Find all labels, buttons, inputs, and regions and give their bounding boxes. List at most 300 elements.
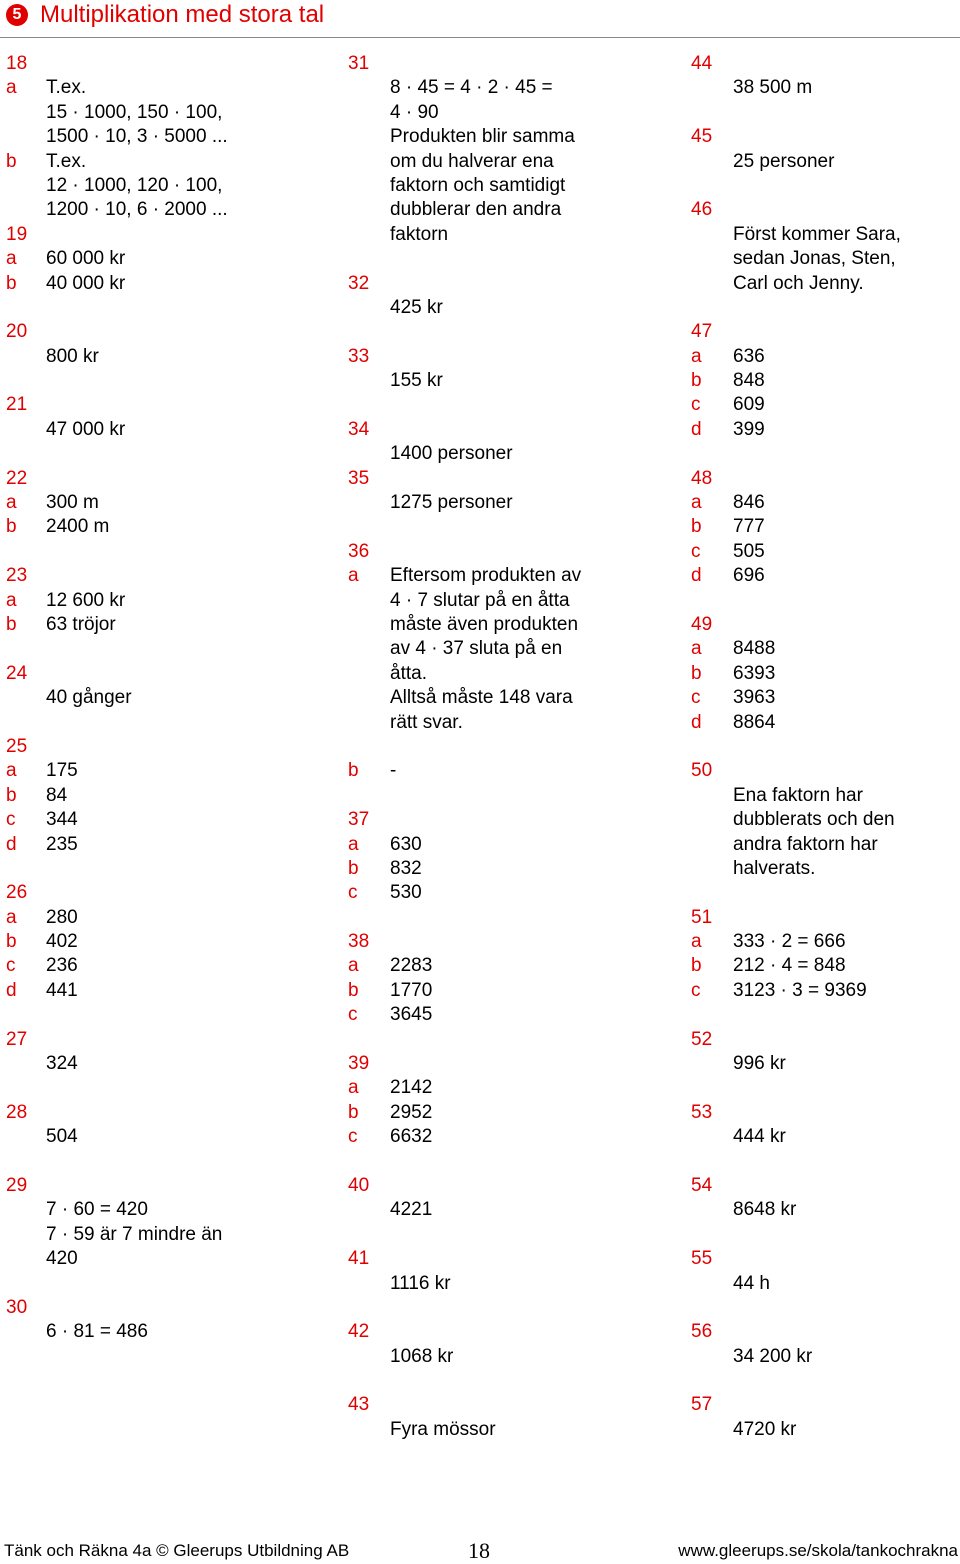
answer-line bbox=[691, 515, 960, 539]
answer-text: andra faktorn har bbox=[733, 833, 878, 855]
answer-line bbox=[6, 1296, 336, 1320]
answer-line bbox=[691, 345, 960, 369]
answer-line bbox=[348, 662, 678, 686]
sub-question-label: c bbox=[6, 809, 16, 831]
answer-text: 3645 bbox=[390, 1004, 433, 1026]
answer-line bbox=[348, 564, 678, 588]
answer-line bbox=[691, 1345, 960, 1369]
exercise-number: 26 bbox=[6, 882, 28, 904]
answer-text: 236 bbox=[46, 955, 78, 977]
answer-line bbox=[348, 906, 678, 930]
exercise-number: 25 bbox=[6, 735, 28, 757]
answer-text: faktorn bbox=[390, 223, 449, 245]
answer-text: Först kommer Sara, bbox=[733, 223, 901, 245]
sub-question-label: d bbox=[6, 833, 17, 855]
answer-line bbox=[348, 320, 678, 344]
answer-line bbox=[691, 1198, 960, 1222]
answer-line bbox=[348, 1369, 678, 1393]
sub-question-label: a bbox=[691, 345, 702, 367]
sub-question-label: a bbox=[348, 1077, 359, 1099]
exercise-number: 51 bbox=[691, 906, 713, 928]
answer-text: 175 bbox=[46, 760, 78, 782]
answer-text: 333 · 2 = 666 bbox=[733, 931, 846, 953]
answer-text: 324 bbox=[46, 1053, 78, 1075]
answer-text: 4 · 90 bbox=[390, 101, 439, 123]
sub-question-label: b bbox=[691, 516, 702, 538]
answer-text: Carl och Jenny. bbox=[733, 272, 864, 294]
answer-text: 155 kr bbox=[390, 370, 443, 392]
answer-line bbox=[691, 52, 960, 76]
answer-text: 7 · 59 är 7 mindre än bbox=[46, 1223, 223, 1245]
answer-line bbox=[348, 1076, 678, 1100]
answer-text: Ena faktorn har bbox=[733, 784, 863, 806]
answer-column-1 bbox=[6, 52, 336, 1345]
answer-line bbox=[6, 272, 336, 296]
answer-text: T.ex. bbox=[46, 77, 87, 99]
exercise-number: 40 bbox=[348, 1174, 370, 1196]
exercise-number: 47 bbox=[691, 321, 713, 343]
answer-column-2 bbox=[348, 52, 678, 1442]
sub-question-label: b bbox=[348, 979, 359, 1001]
answer-line bbox=[348, 1296, 678, 1320]
answer-line bbox=[6, 1125, 336, 1149]
header-divider bbox=[0, 37, 960, 38]
sub-question-label: c bbox=[691, 979, 701, 1001]
exercise-number: 39 bbox=[348, 1053, 370, 1075]
answer-line bbox=[691, 296, 960, 320]
answer-line bbox=[6, 247, 336, 271]
answer-line bbox=[348, 1101, 678, 1125]
footer-page-number: 18 bbox=[468, 1538, 490, 1563]
answer-line bbox=[6, 174, 336, 198]
answer-line bbox=[691, 930, 960, 954]
answer-text: Fyra mössor bbox=[390, 1418, 496, 1440]
answer-text: 4 · 7 slutar på en åtta bbox=[390, 589, 570, 611]
answer-line bbox=[691, 564, 960, 588]
answer-line bbox=[348, 1003, 678, 1027]
answer-line bbox=[6, 808, 336, 832]
answer-line bbox=[6, 979, 336, 1003]
sub-question-label: c bbox=[691, 394, 701, 416]
answer-text: 848 bbox=[733, 370, 765, 392]
answer-line bbox=[6, 589, 336, 613]
answer-text: 40 000 kr bbox=[46, 272, 126, 294]
answer-text: 425 kr bbox=[390, 296, 443, 318]
answer-line bbox=[691, 150, 960, 174]
answer-line bbox=[348, 369, 678, 393]
answer-text: 1116 kr bbox=[390, 1272, 451, 1294]
answer-line bbox=[6, 881, 336, 905]
exercise-number: 22 bbox=[6, 467, 28, 489]
answer-line bbox=[348, 1418, 678, 1442]
answer-text: 40 gånger bbox=[46, 687, 132, 709]
answer-line bbox=[6, 759, 336, 783]
answer-line bbox=[6, 150, 336, 174]
answer-text: 420 bbox=[46, 1248, 78, 1270]
answer-line bbox=[6, 637, 336, 661]
answer-line bbox=[691, 1223, 960, 1247]
answer-line bbox=[6, 540, 336, 564]
answer-line bbox=[348, 442, 678, 466]
exercise-number: 33 bbox=[348, 345, 370, 367]
answer-line bbox=[691, 320, 960, 344]
answer-line bbox=[6, 1272, 336, 1296]
answer-text: 12 600 kr bbox=[46, 589, 126, 611]
sub-question-label: b bbox=[691, 955, 702, 977]
answer-line bbox=[348, 174, 678, 198]
answer-text: 44 h bbox=[733, 1272, 770, 1294]
exercise-number: 23 bbox=[6, 565, 28, 587]
answer-line bbox=[691, 1393, 960, 1417]
answer-line bbox=[6, 515, 336, 539]
answer-text: 1500 · 10, 3 · 5000 ... bbox=[46, 126, 228, 148]
answer-line bbox=[6, 125, 336, 149]
answer-text: 235 bbox=[46, 833, 78, 855]
sub-question-label: a bbox=[6, 77, 17, 99]
answer-line bbox=[691, 1272, 960, 1296]
answer-line bbox=[6, 1320, 336, 1344]
answer-line bbox=[6, 369, 336, 393]
answer-line bbox=[6, 198, 336, 222]
answer-line bbox=[348, 52, 678, 76]
answer-line bbox=[691, 711, 960, 735]
answer-line bbox=[348, 759, 678, 783]
answer-line bbox=[691, 686, 960, 710]
exercise-number: 42 bbox=[348, 1321, 370, 1343]
answer-line bbox=[691, 833, 960, 857]
answer-line bbox=[691, 906, 960, 930]
answer-line bbox=[691, 223, 960, 247]
answer-line bbox=[348, 101, 678, 125]
answer-line bbox=[6, 564, 336, 588]
answer-line bbox=[348, 711, 678, 735]
answer-text: 1275 personer bbox=[390, 492, 513, 514]
sub-question-label: a bbox=[348, 833, 359, 855]
sub-question-label: c bbox=[348, 882, 358, 904]
answer-line bbox=[6, 1174, 336, 1198]
answer-text: 530 bbox=[390, 882, 422, 904]
answer-text: 38 500 m bbox=[733, 77, 813, 99]
answer-line bbox=[691, 979, 960, 1003]
exercise-number: 46 bbox=[691, 199, 713, 221]
answer-line bbox=[691, 1296, 960, 1320]
answer-line bbox=[691, 442, 960, 466]
answer-text: 402 bbox=[46, 931, 78, 953]
answer-line bbox=[6, 442, 336, 466]
answer-line bbox=[691, 1369, 960, 1393]
answer-text: 3123 · 3 = 9369 bbox=[733, 979, 867, 1001]
answer-line bbox=[348, 393, 678, 417]
answer-line bbox=[691, 76, 960, 100]
answer-text: dubblerar den andra bbox=[390, 199, 562, 221]
exercise-number: 30 bbox=[6, 1296, 28, 1318]
answer-line bbox=[691, 125, 960, 149]
answer-line bbox=[691, 857, 960, 881]
answer-text: 63 tröjor bbox=[46, 613, 116, 635]
answer-text: 2400 m bbox=[46, 516, 110, 538]
answer-line bbox=[348, 954, 678, 978]
answer-line bbox=[691, 1320, 960, 1344]
answer-line bbox=[691, 1003, 960, 1027]
answer-line bbox=[348, 467, 678, 491]
answer-line bbox=[6, 393, 336, 417]
answer-line bbox=[691, 467, 960, 491]
sub-question-label: c bbox=[348, 1004, 358, 1026]
answer-text: 609 bbox=[733, 394, 765, 416]
answer-line bbox=[348, 296, 678, 320]
answer-text: 6 · 81 = 486 bbox=[46, 1321, 148, 1343]
answer-text: om du halverar ena bbox=[390, 150, 554, 172]
exercise-number: 54 bbox=[691, 1174, 713, 1196]
sub-question-label: a bbox=[6, 760, 17, 782]
answer-line bbox=[691, 735, 960, 759]
answer-text: 3963 bbox=[733, 687, 776, 709]
answer-line bbox=[691, 1076, 960, 1100]
answer-line bbox=[691, 272, 960, 296]
answer-line bbox=[6, 1247, 336, 1271]
answer-line bbox=[348, 1028, 678, 1052]
sub-question-label: b bbox=[348, 1101, 359, 1123]
answer-line bbox=[6, 467, 336, 491]
answer-text: 1400 personer bbox=[390, 443, 513, 465]
answer-text: 6393 bbox=[733, 662, 776, 684]
answer-line bbox=[6, 954, 336, 978]
answer-line bbox=[691, 491, 960, 515]
answer-line bbox=[691, 1150, 960, 1174]
answer-line bbox=[691, 784, 960, 808]
footer-url: www.gleerups.se/skola/tankochrakna bbox=[678, 1541, 958, 1560]
exercise-number: 53 bbox=[691, 1101, 713, 1123]
answer-line bbox=[691, 1418, 960, 1442]
answer-line bbox=[6, 735, 336, 759]
answer-line bbox=[691, 418, 960, 442]
answer-line bbox=[348, 198, 678, 222]
answer-text: 636 bbox=[733, 345, 765, 367]
answer-text: 280 bbox=[46, 906, 78, 928]
sub-question-label: b bbox=[6, 516, 17, 538]
answer-line bbox=[6, 491, 336, 515]
exercise-number: 18 bbox=[6, 53, 28, 74]
answer-line bbox=[348, 515, 678, 539]
page-title: Multiplikation med stora tal bbox=[40, 1, 325, 28]
answer-text: rätt svar. bbox=[390, 711, 463, 733]
answer-text: 344 bbox=[46, 809, 78, 831]
sub-question-label: b bbox=[348, 760, 359, 782]
answer-line bbox=[6, 223, 336, 247]
sub-question-label: b bbox=[6, 613, 17, 635]
answer-text: faktorn och samtidigt bbox=[390, 174, 566, 196]
answer-line bbox=[691, 1247, 960, 1271]
answer-line bbox=[348, 272, 678, 296]
answer-text: halverats. bbox=[733, 857, 816, 879]
sub-question-label: d bbox=[6, 979, 17, 1001]
answer-text: Eftersom produkten av bbox=[390, 565, 582, 587]
exercise-number: 34 bbox=[348, 418, 370, 440]
answer-text: 399 bbox=[733, 418, 765, 440]
answer-text: 4221 bbox=[390, 1199, 433, 1221]
answer-text: 8648 kr bbox=[733, 1199, 797, 1221]
answer-line bbox=[691, 637, 960, 661]
answer-line bbox=[348, 1272, 678, 1296]
sub-question-label: d bbox=[691, 711, 702, 733]
exercise-number: 27 bbox=[6, 1028, 28, 1050]
answer-line bbox=[348, 223, 678, 247]
answer-line bbox=[6, 784, 336, 808]
answer-text: åtta. bbox=[390, 662, 427, 684]
answer-line bbox=[6, 930, 336, 954]
exercise-number: 35 bbox=[348, 467, 370, 489]
answer-line bbox=[348, 637, 678, 661]
exercise-number: 50 bbox=[691, 760, 713, 782]
exercise-number: 49 bbox=[691, 613, 713, 635]
answer-line bbox=[6, 1101, 336, 1125]
section-header bbox=[6, 0, 324, 30]
answer-line bbox=[691, 1052, 960, 1076]
exercise-number: 20 bbox=[6, 321, 28, 343]
answer-line bbox=[6, 1076, 336, 1100]
sub-question-label: a bbox=[691, 931, 702, 953]
footer-publisher: Tänk och Räkna 4a © Gleerups Utbildning AB bbox=[4, 1541, 350, 1560]
answer-line bbox=[691, 1125, 960, 1149]
sub-question-label: a bbox=[6, 492, 17, 514]
answer-line bbox=[348, 1320, 678, 1344]
exercise-number: 36 bbox=[348, 540, 370, 562]
exercise-number: 31 bbox=[348, 53, 370, 74]
answer-text: 8488 bbox=[733, 638, 776, 660]
answer-text: 777 bbox=[733, 516, 765, 538]
sub-question-label: b bbox=[6, 931, 17, 953]
exercise-number: 44 bbox=[691, 53, 713, 74]
exercise-number: 28 bbox=[6, 1101, 28, 1123]
answer-text: 1068 kr bbox=[390, 1345, 454, 1367]
answer-text: Alltså måste 148 vara bbox=[390, 687, 573, 709]
answer-text: 60 000 kr bbox=[46, 248, 126, 270]
answer-line bbox=[348, 930, 678, 954]
answer-line bbox=[691, 369, 960, 393]
answer-text: T.ex. bbox=[46, 150, 87, 172]
answer-line bbox=[6, 1223, 336, 1247]
sub-question-label: c bbox=[691, 540, 701, 562]
answer-line bbox=[691, 198, 960, 222]
answer-line bbox=[348, 76, 678, 100]
answer-line bbox=[348, 1125, 678, 1149]
sub-question-label: b bbox=[6, 272, 17, 294]
answer-text: av 4 · 37 sluta på en bbox=[390, 638, 563, 660]
sub-question-label: a bbox=[691, 492, 702, 514]
exercise-number: 19 bbox=[6, 223, 28, 245]
sub-question-label: c bbox=[6, 955, 16, 977]
exercise-number: 32 bbox=[348, 272, 370, 294]
answer-line bbox=[691, 393, 960, 417]
answer-line bbox=[348, 1223, 678, 1247]
exercise-number: 37 bbox=[348, 809, 370, 831]
answer-text: 2142 bbox=[390, 1077, 433, 1099]
answer-text: 444 kr bbox=[733, 1126, 786, 1148]
sub-question-label: a bbox=[691, 638, 702, 660]
answer-line bbox=[6, 418, 336, 442]
sub-question-label: c bbox=[348, 1126, 358, 1148]
answer-line bbox=[6, 1003, 336, 1027]
answer-text: 504 bbox=[46, 1126, 78, 1148]
sub-question-label: b bbox=[691, 662, 702, 684]
answer-line bbox=[348, 833, 678, 857]
answer-column-3 bbox=[691, 52, 960, 1442]
answer-text: 47 000 kr bbox=[46, 418, 126, 440]
sub-question-label: a bbox=[6, 589, 17, 611]
answer-line bbox=[348, 857, 678, 881]
answer-line bbox=[691, 589, 960, 613]
answer-line bbox=[6, 906, 336, 930]
answer-text: 800 kr bbox=[46, 345, 99, 367]
answer-line bbox=[348, 247, 678, 271]
sub-question-label: a bbox=[6, 906, 17, 928]
answer-text: 84 bbox=[46, 784, 68, 806]
answer-line bbox=[348, 1345, 678, 1369]
answer-text: 441 bbox=[46, 979, 78, 1001]
answer-text: 696 bbox=[733, 565, 765, 587]
answer-text: 4720 kr bbox=[733, 1418, 797, 1440]
answer-line bbox=[348, 540, 678, 564]
answer-line bbox=[691, 540, 960, 564]
answer-line bbox=[348, 1247, 678, 1271]
answer-line bbox=[6, 101, 336, 125]
sub-question-label: d bbox=[691, 418, 702, 440]
sub-question-label: a bbox=[348, 565, 359, 587]
answer-line bbox=[6, 857, 336, 881]
answer-line bbox=[691, 1101, 960, 1125]
answer-text: 846 bbox=[733, 492, 765, 514]
exercise-number: 38 bbox=[348, 931, 370, 953]
answer-line bbox=[348, 1052, 678, 1076]
answer-line bbox=[6, 1150, 336, 1174]
answer-line bbox=[348, 1150, 678, 1174]
answer-text: 25 personer bbox=[733, 150, 835, 172]
answer-text: 8 · 45 = 4 · 2 · 45 = bbox=[390, 77, 553, 99]
exercise-number: 55 bbox=[691, 1248, 713, 1270]
answer-line bbox=[691, 247, 960, 271]
answer-text: 1200 · 10, 6 · 2000 ... bbox=[46, 199, 228, 221]
answer-line bbox=[6, 613, 336, 637]
exercise-number: 45 bbox=[691, 126, 713, 148]
answer-line bbox=[691, 881, 960, 905]
answer-line bbox=[348, 784, 678, 808]
answer-line bbox=[348, 1198, 678, 1222]
exercise-number: 41 bbox=[348, 1248, 370, 1270]
answer-text: 2952 bbox=[390, 1101, 433, 1123]
answer-line bbox=[348, 1393, 678, 1417]
answer-text: 1770 bbox=[390, 979, 433, 1001]
exercise-number: 24 bbox=[6, 662, 28, 684]
answer-text: 7 · 60 = 420 bbox=[46, 1199, 148, 1221]
sub-question-label: b bbox=[348, 857, 359, 879]
answer-line bbox=[348, 1174, 678, 1198]
answer-line bbox=[691, 1028, 960, 1052]
answer-line bbox=[6, 1028, 336, 1052]
answer-text: måste även produkten bbox=[390, 613, 579, 635]
exercise-number: 57 bbox=[691, 1394, 713, 1416]
answer-line bbox=[348, 686, 678, 710]
sub-question-label: c bbox=[691, 687, 701, 709]
answer-text: 6632 bbox=[390, 1126, 433, 1148]
answer-line bbox=[6, 1198, 336, 1222]
answer-text: sedan Jonas, Sten, bbox=[733, 248, 896, 270]
answer-text: 8864 bbox=[733, 711, 776, 733]
answer-line bbox=[691, 174, 960, 198]
answer-line bbox=[6, 662, 336, 686]
answer-text: 15 · 1000, 150 · 100, bbox=[46, 101, 223, 123]
answer-line bbox=[691, 662, 960, 686]
answer-line bbox=[348, 979, 678, 1003]
